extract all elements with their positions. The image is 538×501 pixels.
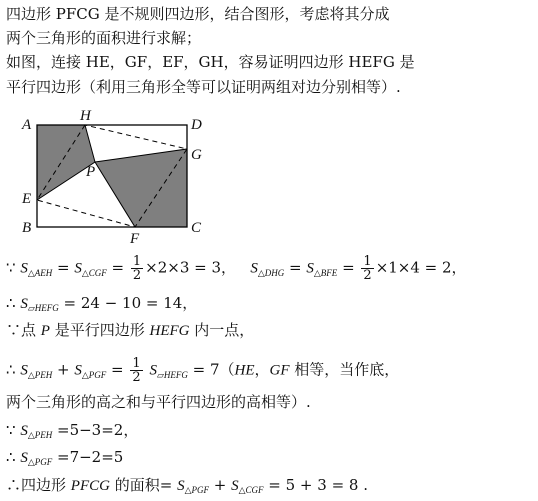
label-e: E [22,191,32,207]
label-h: H [80,108,91,124]
shaded-triangle-peh [37,125,95,200]
label-g: G [191,147,202,163]
text-line-3: 如图，连接 HE，GF，EF，GH，容易证明四边形 HEFG 是 [6,53,415,71]
math-line-1: ∵ $S_{\triangle AEH} = S_{\triangle CGF}$ = $\frac{1}{2}$ ×2×3 = 3， $S_{\triangle DHG} = S_{\triangle BFE}$ = $\frac{1}{2}$ ×1×4 = 2， [6,254,467,283]
label-a: A [22,117,32,133]
math-line-2: ∴ $S_{▱HEFG} = 24 - 10 = 14$， [6,294,198,314]
label-b: B [22,220,32,236]
shaded-triangle-pgf [95,149,187,227]
text-line-1: 四边形 PFCG 是不规则四边形，结合图形，考虑将其分成 [6,5,390,23]
text-line-4: 平行四边形（利用三角形全等可以证明两组对边分别相等）. [6,78,401,96]
text-line-2: 两个三角形的面积进行求解； [6,29,202,47]
label-f: F [130,231,140,247]
fraction-half: $\frac{1}{2}$ [132,254,142,283]
math-line-8: ∴四边形 PFCG 的面积= $S_{\triangle PGF} + S_{\triangle CGF} = 5 + 3 = 8$ . [6,476,368,496]
math-line-6: ∵ $S_{\triangle PEH} =5-3=2$， [6,421,139,441]
fraction-half: $\frac{1}{2}$ [363,254,372,283]
label-c: C [191,220,202,236]
fraction-half: $\frac{1}{2}$ [132,356,141,385]
math-line-3: ∵点 P 是平行四边形 HEFG 内一点， [6,321,255,339]
math-line-7: ∴ $S_{\triangle PGF} =7-2=5$ [6,448,124,468]
math-line-5: 两个三角形的高之和与平行四边形的高相等）. [6,393,311,411]
math-line-4: ∴ $S_{\triangle PEH} + S_{\triangle PGF}$ = $\frac{1}{2}$ $S_{▱HEFG} = 7(HE$，GF 相等，当作底， [6,356,400,385]
label-d: D [191,117,202,133]
label-p: P [86,164,96,180]
